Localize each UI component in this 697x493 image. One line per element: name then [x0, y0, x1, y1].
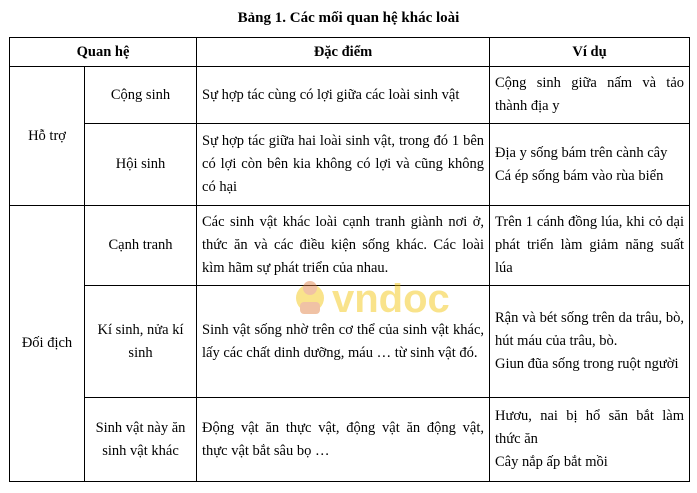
table-row — [10, 206, 690, 286]
relations-table — [9, 37, 690, 482]
relation-example — [490, 286, 690, 398]
table-row — [10, 398, 690, 482]
header-row — [10, 38, 690, 67]
example-line: Địa y sống bám trên cành cây — [495, 144, 668, 161]
relation-example — [490, 124, 690, 206]
relation-type: Kí sinh, nửa kí sinh — [85, 286, 197, 398]
table-row — [10, 67, 690, 124]
header-relation: Quan hệ — [10, 38, 197, 67]
group-antagonism: Đối địch — [10, 206, 85, 482]
example-line: Hươu, nai bị hổ săn bắt làm thức ăn — [495, 408, 685, 447]
relation-feature: Sinh vật sống nhờ trên cơ thể của sinh vật khác, lấy các chất dinh dưỡng, máu … từ sinh vật đó. — [197, 286, 490, 398]
relation-example — [490, 67, 690, 124]
relation-feature: Động vật ăn thực vật, động vật ăn động vật, thực vật bắt sâu bọ … — [197, 398, 490, 482]
relation-type: Hội sinh — [85, 124, 197, 206]
example-line: Cây nắp ấp bắt mồi — [495, 454, 608, 470]
header-example: Ví dụ — [490, 38, 690, 67]
relation-feature: Các sinh vật khác loài cạnh tranh giành nơi ở, thức ăn và các điều kiện sống khác. Các loài kìm hãm sự phát triển của nhau. — [197, 206, 490, 286]
relation-type: Cạnh tranh — [85, 206, 197, 286]
table-row — [10, 124, 690, 206]
relation-type: Cộng sinh — [85, 67, 197, 124]
watermark-text: vndoc — [332, 277, 450, 321]
example-line: Cá ép sống bám vào rùa biển — [495, 167, 664, 184]
relation-example — [490, 206, 690, 286]
example-line: Rận và bét sống trên da trâu, bò, hút máu của trâu, bò. — [495, 310, 685, 349]
example-line: Giun đũa sống trong ruột người — [495, 356, 679, 372]
relation-example — [490, 398, 690, 482]
relation-type: Sinh vật này ăn sinh vật khác — [85, 398, 197, 482]
table-title: Bảng 1. Các mối quan hệ khác loài — [237, 10, 460, 26]
example-line: Trên 1 cánh đồng lúa, khi cỏ dại phát triển làm giảm năng suất lúa — [495, 214, 685, 276]
table-row — [10, 286, 690, 398]
relation-feature: Sự hợp tác cùng có lợi giữa các loài sinh vật — [197, 67, 490, 124]
group-support: Hỗ trợ — [10, 67, 85, 206]
relation-feature: Sự hợp tác giữa hai loài sinh vật, trong đó 1 bên có lợi còn bên kia không có lợi và cũng không có hại — [197, 124, 490, 206]
example-line: Cộng sinh giữa nấm và tảo thành địa y — [495, 75, 685, 114]
header-feature: Đặc điểm — [197, 38, 490, 67]
